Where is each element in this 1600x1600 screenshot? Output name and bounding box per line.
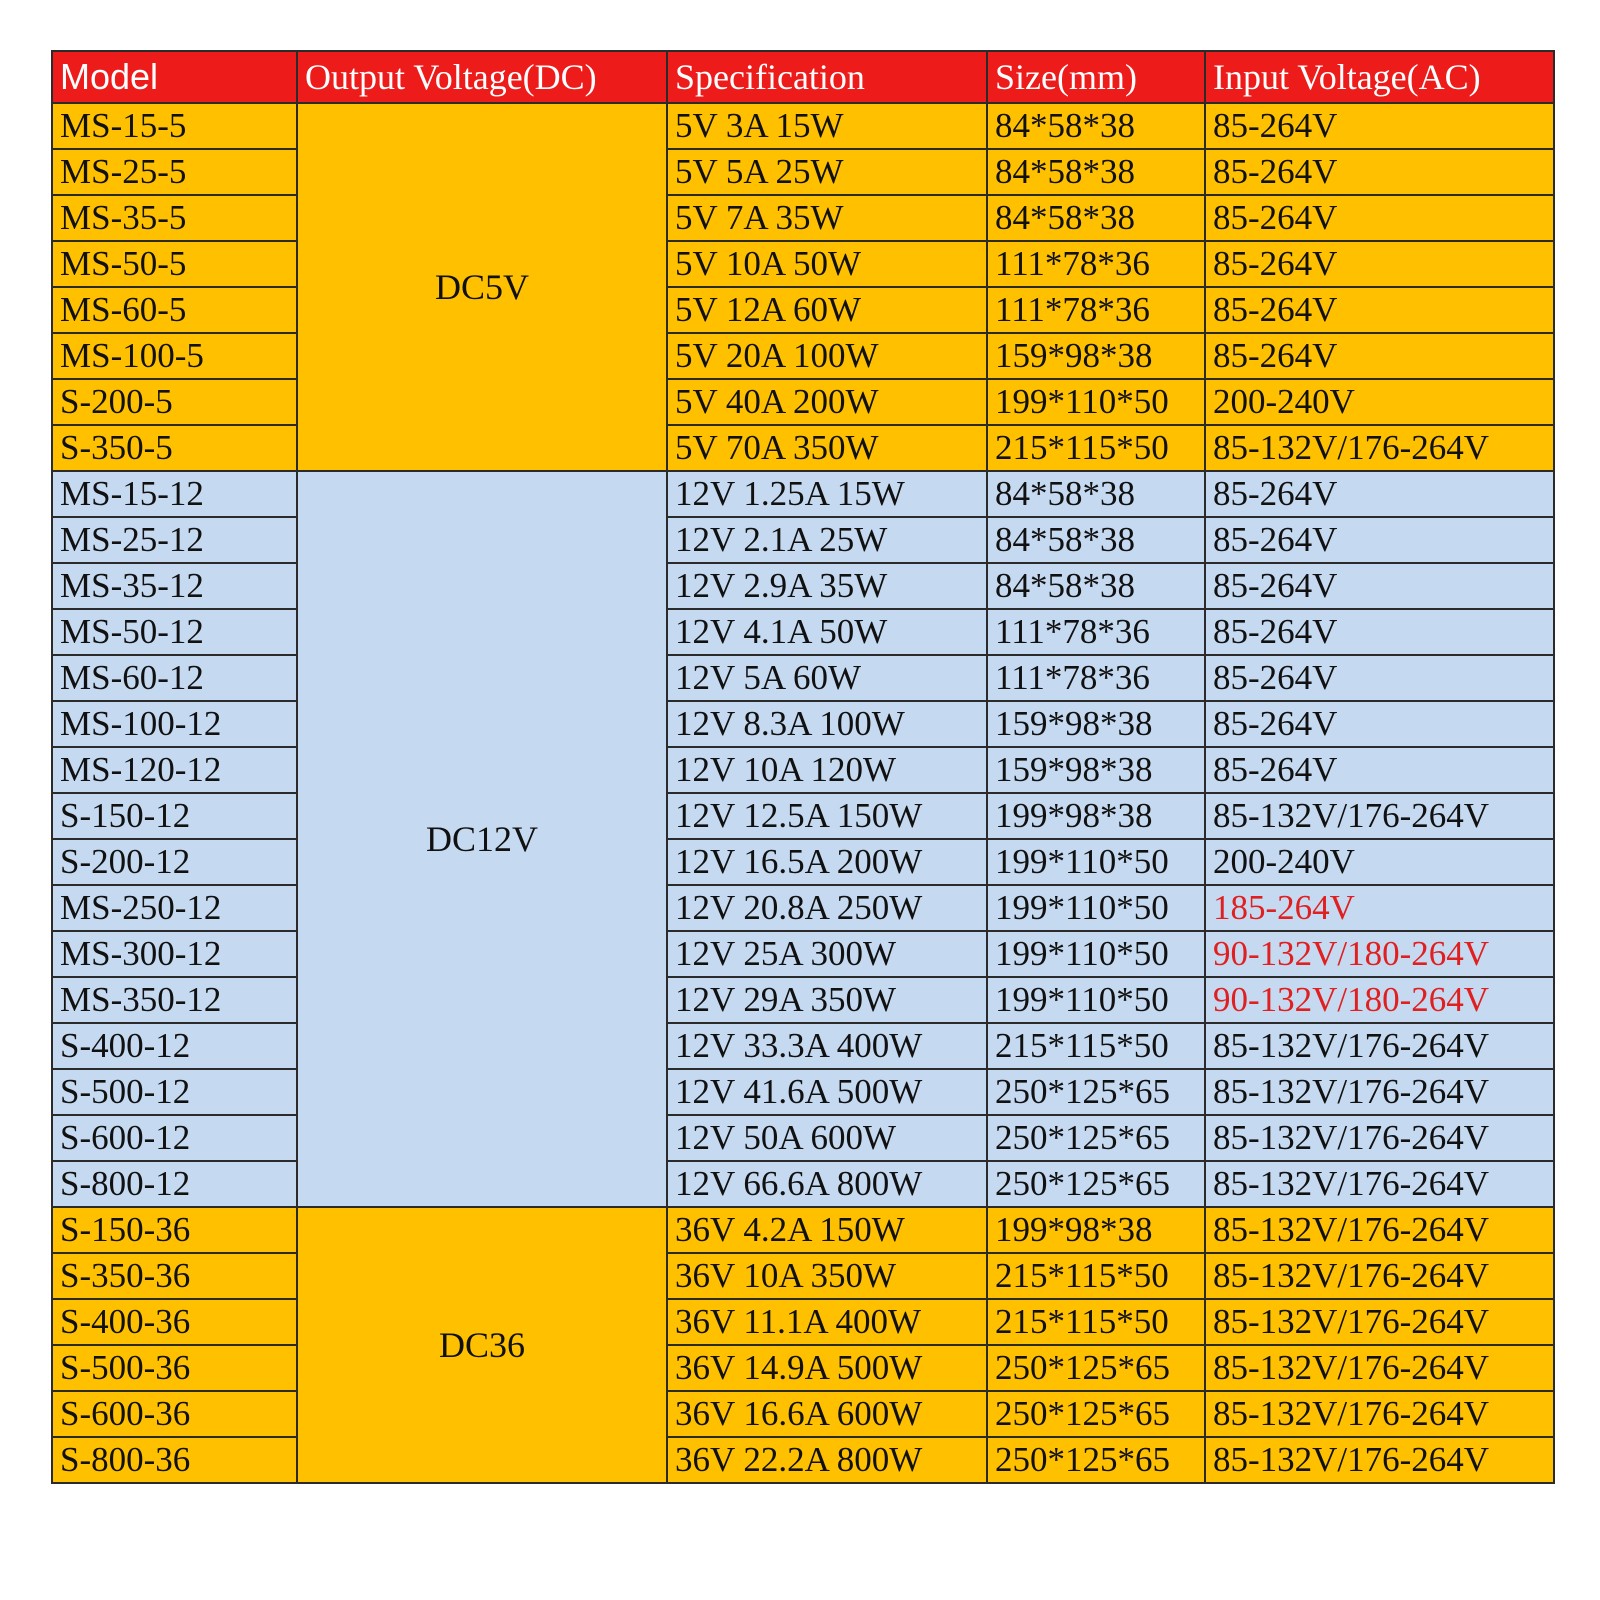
specification-cell: 12V 12.5A 150W [667, 793, 987, 839]
model-cell: S-800-12 [52, 1161, 297, 1207]
model-cell: MS-300-12 [52, 931, 297, 977]
specification-cell: 5V 5A 25W [667, 149, 987, 195]
input-voltage-cell: 85-132V/176-264V [1205, 1023, 1554, 1069]
specification-cell: 12V 33.3A 400W [667, 1023, 987, 1069]
specification-cell: 12V 25A 300W [667, 931, 987, 977]
input-voltage-cell: 85-264V [1205, 701, 1554, 747]
table-row [52, 701, 1554, 747]
table-row [52, 609, 1554, 655]
size-cell: 215*115*50 [987, 1253, 1205, 1299]
table-row [52, 379, 1554, 425]
table-row [52, 1299, 1554, 1345]
specification-cell: 36V 22.2A 800W [667, 1437, 987, 1483]
size-cell: 159*98*38 [987, 747, 1205, 793]
table-row [52, 517, 1554, 563]
model-cell: MS-50-5 [52, 241, 297, 287]
size-cell: 199*110*50 [987, 931, 1205, 977]
size-cell: 250*125*65 [987, 1069, 1205, 1115]
specification-cell: 5V 40A 200W [667, 379, 987, 425]
model-cell: MS-250-12 [52, 885, 297, 931]
model-cell: S-800-36 [52, 1437, 297, 1483]
input-voltage-cell: 85-132V/176-264V [1205, 425, 1554, 471]
input-voltage-cell: 85-132V/176-264V [1205, 1391, 1554, 1437]
specification-cell: 12V 2.9A 35W [667, 563, 987, 609]
input-voltage-cell: 85-132V/176-264V [1205, 1437, 1554, 1483]
model-cell: MS-25-5 [52, 149, 297, 195]
size-cell: 199*110*50 [987, 885, 1205, 931]
model-cell: S-150-36 [52, 1207, 297, 1253]
input-voltage-cell: 85-264V [1205, 149, 1554, 195]
model-cell: MS-100-5 [52, 333, 297, 379]
table-row [52, 241, 1554, 287]
size-cell: 250*125*65 [987, 1345, 1205, 1391]
input-voltage-cell: 85-132V/176-264V [1205, 1161, 1554, 1207]
size-cell: 111*78*36 [987, 609, 1205, 655]
model-cell: MS-35-5 [52, 195, 297, 241]
model-cell: MS-100-12 [52, 701, 297, 747]
table-row [52, 103, 1554, 149]
specification-cell: 12V 2.1A 25W [667, 517, 987, 563]
size-cell: 84*58*38 [987, 195, 1205, 241]
table-row [52, 1345, 1554, 1391]
input-voltage-cell: 85-132V/176-264V [1205, 1299, 1554, 1345]
input-voltage-cell: 85-264V [1205, 195, 1554, 241]
input-voltage-cell: 85-132V/176-264V [1205, 1069, 1554, 1115]
table-row [52, 425, 1554, 471]
table-row [52, 1207, 1554, 1253]
input-voltage-cell: 85-264V [1205, 241, 1554, 287]
table-row [52, 471, 1554, 517]
size-cell: 199*98*38 [987, 1207, 1205, 1253]
size-cell: 84*58*38 [987, 517, 1205, 563]
input-voltage-cell: 200-240V [1205, 839, 1554, 885]
model-cell: S-200-5 [52, 379, 297, 425]
model-cell: S-350-36 [52, 1253, 297, 1299]
specification-cell: 12V 16.5A 200W [667, 839, 987, 885]
input-voltage-cell: 85-264V [1205, 471, 1554, 517]
size-cell: 250*125*65 [987, 1437, 1205, 1483]
size-cell: 159*98*38 [987, 333, 1205, 379]
model-cell: MS-25-12 [52, 517, 297, 563]
table-row [52, 655, 1554, 701]
model-cell: MS-60-5 [52, 287, 297, 333]
table-row [52, 195, 1554, 241]
table-row [52, 931, 1554, 977]
size-cell: 84*58*38 [987, 563, 1205, 609]
specification-cell: 36V 4.2A 150W [667, 1207, 987, 1253]
size-cell: 215*115*50 [987, 425, 1205, 471]
input-voltage-cell: 85-132V/176-264V [1205, 1115, 1554, 1161]
header-row [52, 51, 1554, 103]
model-cell: S-500-36 [52, 1345, 297, 1391]
table-row [52, 1161, 1554, 1207]
input-voltage-cell: 185-264V [1205, 885, 1554, 931]
specification-cell: 36V 14.9A 500W [667, 1345, 987, 1391]
table-row [52, 333, 1554, 379]
input-voltage-cell: 90-132V/180-264V [1205, 931, 1554, 977]
model-cell: S-200-12 [52, 839, 297, 885]
size-cell: 84*58*38 [987, 149, 1205, 195]
input-voltage-cell: 85-264V [1205, 517, 1554, 563]
header-size: Size(mm) [987, 51, 1205, 103]
output-voltage-cell: DC36 [297, 1207, 667, 1483]
table-row [52, 747, 1554, 793]
input-voltage-cell: 85-132V/176-264V [1205, 793, 1554, 839]
size-cell: 199*110*50 [987, 977, 1205, 1023]
table-row [52, 977, 1554, 1023]
input-voltage-cell: 85-264V [1205, 747, 1554, 793]
model-cell: MS-120-12 [52, 747, 297, 793]
table-row [52, 1391, 1554, 1437]
model-cell: MS-50-12 [52, 609, 297, 655]
model-cell: MS-350-12 [52, 977, 297, 1023]
size-cell: 84*58*38 [987, 103, 1205, 149]
model-cell: S-400-12 [52, 1023, 297, 1069]
specification-cell: 36V 11.1A 400W [667, 1299, 987, 1345]
model-cell: S-600-36 [52, 1391, 297, 1437]
model-cell: MS-60-12 [52, 655, 297, 701]
specification-cell: 5V 10A 50W [667, 241, 987, 287]
output-voltage-cell: DC5V [297, 103, 667, 471]
power-supply-spec-table [51, 50, 1555, 1484]
table-row [52, 149, 1554, 195]
table-header [52, 51, 1554, 103]
size-cell: 199*110*50 [987, 839, 1205, 885]
size-cell: 250*125*65 [987, 1115, 1205, 1161]
input-voltage-cell: 85-264V [1205, 563, 1554, 609]
model-cell: MS-35-12 [52, 563, 297, 609]
specification-cell: 5V 20A 100W [667, 333, 987, 379]
output-voltage-cell: DC12V [297, 471, 667, 1207]
size-cell: 199*110*50 [987, 379, 1205, 425]
size-cell: 215*115*50 [987, 1023, 1205, 1069]
table-row [52, 793, 1554, 839]
input-voltage-cell: 85-132V/176-264V [1205, 1207, 1554, 1253]
input-voltage-cell: 85-264V [1205, 609, 1554, 655]
specification-cell: 12V 29A 350W [667, 977, 987, 1023]
table-row [52, 885, 1554, 931]
size-cell: 215*115*50 [987, 1299, 1205, 1345]
input-voltage-cell: 85-264V [1205, 103, 1554, 149]
model-cell: S-400-36 [52, 1299, 297, 1345]
input-voltage-cell: 85-264V [1205, 333, 1554, 379]
specification-cell: 5V 3A 15W [667, 103, 987, 149]
specification-cell: 12V 20.8A 250W [667, 885, 987, 931]
table-row [52, 563, 1554, 609]
specification-cell: 36V 16.6A 600W [667, 1391, 987, 1437]
specification-cell: 12V 41.6A 500W [667, 1069, 987, 1115]
specification-cell: 12V 66.6A 800W [667, 1161, 987, 1207]
size-cell: 84*58*38 [987, 471, 1205, 517]
specification-cell: 12V 1.25A 15W [667, 471, 987, 517]
size-cell: 111*78*36 [987, 287, 1205, 333]
input-voltage-cell: 200-240V [1205, 379, 1554, 425]
input-voltage-cell: 85-132V/176-264V [1205, 1345, 1554, 1391]
header-model: Model [52, 51, 297, 103]
size-cell: 111*78*36 [987, 655, 1205, 701]
specification-cell: 5V 7A 35W [667, 195, 987, 241]
input-voltage-cell: 90-132V/180-264V [1205, 977, 1554, 1023]
table-row [52, 1069, 1554, 1115]
specification-cell: 12V 4.1A 50W [667, 609, 987, 655]
model-cell: S-500-12 [52, 1069, 297, 1115]
header-specification: Specification [667, 51, 987, 103]
specification-cell: 36V 10A 350W [667, 1253, 987, 1299]
table-row [52, 1253, 1554, 1299]
table-row [52, 1115, 1554, 1161]
specification-cell: 12V 50A 600W [667, 1115, 987, 1161]
input-voltage-cell: 85-264V [1205, 655, 1554, 701]
input-voltage-cell: 85-264V [1205, 287, 1554, 333]
model-cell: S-600-12 [52, 1115, 297, 1161]
specification-cell: 5V 12A 60W [667, 287, 987, 333]
table-row [52, 1437, 1554, 1483]
specification-cell: 5V 70A 350W [667, 425, 987, 471]
size-cell: 250*125*65 [987, 1391, 1205, 1437]
table-row [52, 839, 1554, 885]
size-cell: 199*98*38 [987, 793, 1205, 839]
model-cell: MS-15-5 [52, 103, 297, 149]
specification-cell: 12V 10A 120W [667, 747, 987, 793]
header-input-voltage: Input Voltage(AC) [1205, 51, 1554, 103]
table-row [52, 287, 1554, 333]
table-row [52, 1023, 1554, 1069]
model-cell: S-350-5 [52, 425, 297, 471]
specification-cell: 12V 8.3A 100W [667, 701, 987, 747]
header-output-voltage: Output Voltage(DC) [297, 51, 667, 103]
specification-cell: 12V 5A 60W [667, 655, 987, 701]
input-voltage-cell: 85-132V/176-264V [1205, 1253, 1554, 1299]
model-cell: S-150-12 [52, 793, 297, 839]
size-cell: 159*98*38 [987, 701, 1205, 747]
model-cell: MS-15-12 [52, 471, 297, 517]
size-cell: 111*78*36 [987, 241, 1205, 287]
size-cell: 250*125*65 [987, 1161, 1205, 1207]
table-body [52, 103, 1554, 1483]
